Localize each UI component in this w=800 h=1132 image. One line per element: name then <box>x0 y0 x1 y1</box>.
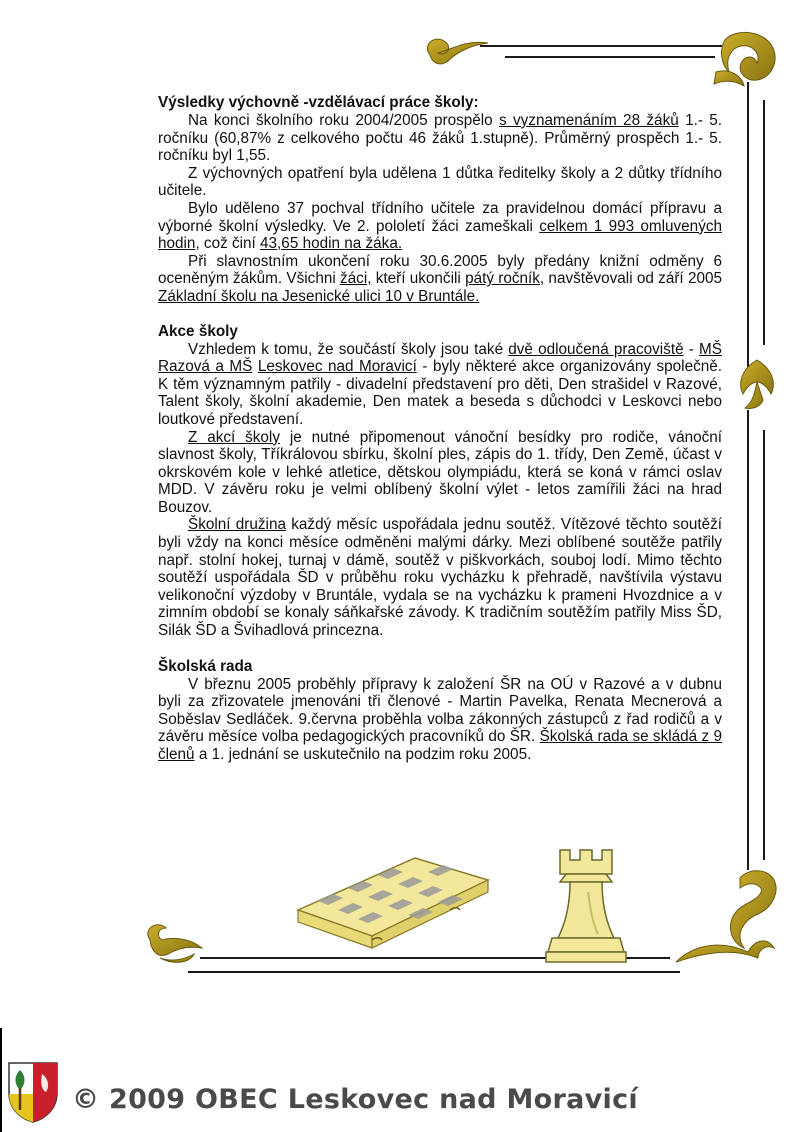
top-border-lines <box>480 46 722 57</box>
ornament-swirl-icon <box>741 360 774 409</box>
chessboard-icon <box>298 858 488 948</box>
paragraph: Vzhledem k tomu, že součástí školy jsou také dvě odloučená pracoviště - MŠ Razová a MŠ Leskovec nad Moravicí - byly některé akce organizovány společně. K těm významným patřily - divadelní představení pro děti, Den strašidel v Razové, Talent školy, školní akademie, Den matek a beseda s důchodci v Leskovci nebo loutkové představení. <box>158 340 722 428</box>
paragraph: Bylo uděleno 37 pochval třídního učitele za pravidelnou domácí přípravu a výborné školní výsledky. Ve 2. pololetí žáci zameškali celkem 1 993 omluvených hodin, což činí 43,65 hodin na žáka. <box>158 199 722 253</box>
paragraph: V březnu 2005 proběhly přípravy k založení ŠR na OÚ v Razové a v dubnu byli za zřizovatele jmenováni tři členové - Martin Pavelka, Renata Mecnerová a Soběslav Sedláček. 9.června proběhla volba zákonných zástupců z řad rodičů a v závěru měsíce volba pedagogických pracovníků do ŠR. Školská rada se skládá z 9 členů a 1. jednání se uskutečnilo na podzim roku 2005. <box>158 675 722 763</box>
paragraph: Při slavnostním ukončení roku 30.6.2005 byly předány knižní odměny 6 oceněným žákům. Všichni žáci, kteří ukončili pátý ročník, navštěvovali od září 2005 Základní školu na Jesenické ulici 10 v Bruntále. <box>158 252 722 305</box>
document-body <box>158 94 722 764</box>
section-heading-school-council: Školská rada <box>158 657 253 675</box>
ornament-swirl-icon <box>676 871 776 962</box>
section-heading-events: Akce školy <box>158 322 238 340</box>
ornament-swirl-icon <box>714 32 775 86</box>
copyright-footer: © 2009 OBEC Leskovec nad Moravicí <box>72 1084 638 1115</box>
section-heading-results: Výsledky výchovně -vzdělávací práce školy: <box>158 94 479 111</box>
paragraph: Školní družina každý měsíc uspořádala jednu soutěž. Vítězové těchto soutěží byli vždy na konci měsíce odměněni malými dárky. Mezi oblíbené soutěže patřily např. stolní hokej, turnaj v dámě, soutěž v piškvorkách, souboj lodí. Mimo těchto soutěží uspořádala ŠD v průběhu roku vycházku k přehradě, navštívila výstavu velikonoční výzdoby v Bruntále, vydala se na vycházku k prameni Hvozdnice a v zimním období se konaly sáňkařské závody. K tradičním soutěžím patřily Miss ŠD, Silák ŠD a Švihadlová princezna. <box>158 516 722 640</box>
ornament-swirl-icon <box>148 925 202 963</box>
paragraph: Z výchovných opatření byla udělena 1 důtka ředitelky školy a 2 důtky třídního učitele. <box>158 164 722 200</box>
ornament-swirl-icon <box>427 39 488 64</box>
paragraph: Na konci školního roku 2004/2005 prospělo s vyznamenáním 28 žáků 1.- 5. ročníku (60,87% z celkového počtu 46 žáků 1.stupně). Průměrný prospěch 1.- 5. ročníku byl 1,55. <box>158 112 723 165</box>
municipal-crest-icon <box>6 1060 60 1124</box>
paragraph: Z akcí školy je nutné připomenout vánoční besídky pro rodiče, vánoční slavnost školy, Tříkrálovou sbírku, školní ples, zápis do 1. třídy, Den Země, účast v okrskovém kole v lehké atletice, dětskou olympiádu, která se koná v rámci oslav MDD. V závěru roku je velmi oblíbený školní výlet - letos zamířili žáci na hrad Bouzov. <box>158 428 722 516</box>
right-border-lines <box>748 82 764 870</box>
scan-edge-line <box>0 1028 2 1132</box>
chess-rook-icon <box>546 850 626 962</box>
